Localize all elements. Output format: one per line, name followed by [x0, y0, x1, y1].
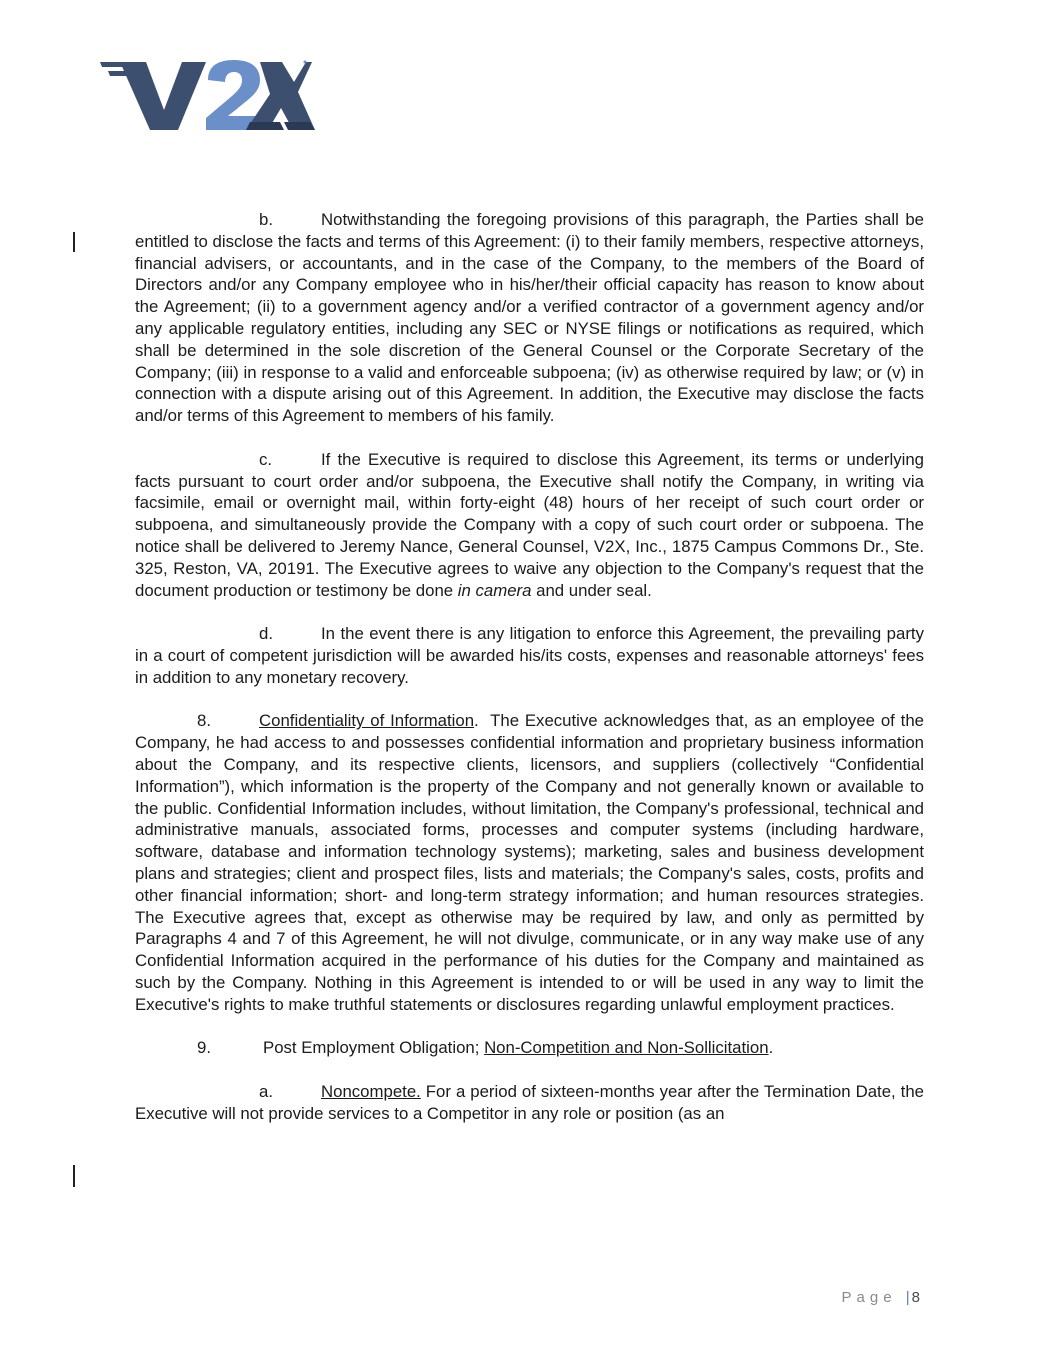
- paragraph-7c: [135, 449, 924, 602]
- italic-term: in camera: [457, 580, 532, 600]
- company-logo: [100, 58, 315, 136]
- paragraph-9a: [135, 1081, 924, 1125]
- v2x-logo-mark: [100, 58, 315, 136]
- page-number: 8: [911, 1289, 920, 1306]
- section-number: 9.: [197, 1038, 211, 1058]
- section-9-heading: [135, 1037, 924, 1059]
- paragraph-label: b.: [259, 210, 273, 229]
- paragraph-title: Noncompete.: [321, 1081, 421, 1101]
- footer-separator: |: [905, 1289, 910, 1306]
- paragraph-label: d.: [259, 624, 273, 644]
- paragraph-text-end: and under seal.: [531, 580, 652, 600]
- section-title-suffix: .: [474, 711, 479, 731]
- paragraph-label: c.: [259, 449, 273, 469]
- paragraph-label: a.: [259, 1081, 273, 1101]
- paragraph-text: For a period of sixteen-months year after the Termination Date, the Executive will not provide services to a Competitor in any role or position (as an: [135, 1081, 924, 1123]
- section-title-suffix: .: [768, 1038, 774, 1058]
- page-word: Page: [841, 1289, 897, 1306]
- section-title-plain: Post Employment Obligation;: [263, 1038, 485, 1058]
- paragraph-text: If the Executive is required to disclose this Agreement, its terms or underlying facts pursuant to court order and/or subpoena, the Executive shall notify the Company, in writing via facsimile, email or overnight mail, within forty-eight (48) hours of her receipt of such court order or subpoena, and simultaneously provide the Company with a copy of such court order or subpoena. The notice shall be delivered to Jeremy Nance, General Counsel, V2X, Inc., 1875 Campus Commons Dr., Ste. 325, Reston, VA, 20191. The Executive agrees to waive any objection to the Company's request that the document production or testimony be done: [135, 449, 924, 600]
- revision-bar: [73, 232, 75, 252]
- paragraph-text: Notwithstanding the foregoing provisions of this paragraph, the Parties shall be entitled to disclose the facts and terms of this Agreement: (i) to their family members, respective attorneys, financial advisers, or accountants, and in the case of the Company, to the members of the Board of Directors and/or any Company employee who in his/her/their official capacity has reason to know about the Agreement; (ii) to a government agency and/or a verified contractor of a government agency and/or any applicable regulatory entities, including any SEC or NYSE filings or notifications as required, which shall be determined in the sole discretion of the General Counsel or the Corporate Secretary of the Company; (iii) in response to a valid and enforceable subpoena; (iv) as otherwise required by law; or (v) in connection with a dispute arising out of this Agreement. In addition, the Executive may disclose the facts and/or terms of this Agreement to members of his family.: [135, 210, 924, 426]
- paragraph-text: In the event there is any litigation to enforce this Agreement, the prevailing party in a court of competent jurisdiction will be awarded his/its costs, expenses and reasonable attorneys' fees in addition to any monetary recovery.: [135, 624, 924, 687]
- revision-bar: [73, 1165, 75, 1187]
- page-footer: [842, 1289, 920, 1306]
- section-title-underlined: Non-Competition and Non-Sollicitation: [484, 1038, 769, 1058]
- document-body: [135, 209, 924, 1124]
- paragraph-7b: [135, 209, 924, 427]
- section-number: 8.: [197, 711, 211, 731]
- section-title: Confidentiality of Information: [259, 711, 475, 731]
- section-text: The Executive acknowledges that, as an employee of the Company, he had access to and possesses confidential information and proprietary business information about the Company, and its respective clients, licensors, and suppliers (collectively “Confidential Information”), which information is the property of the Company and not generally known or available to the public. Confidential Information includes, without limitation, the Company's professional, technical and administrative manuals, associated forms, processes and computer systems (including hardware, software, database and information technology systems); marketing, sales and business development plans and strategies; client and prospect files, lists and materials; the Company's sales, costs, profits and other financial information; short- and long-term strategy information; and human resources strategies. The Executive agrees that, except as otherwise may be required by law, and only as permitted by Paragraphs 4 and 7 of this Agreement, he will not divulge, communicate, or in any way make use of any Confidential Information acquired in the performance of his duties for the Company and maintained as such by the Company. Nothing in this Agreement is intended to or will be used in any way to limit the Executive's rights to make truthful statements or disclosures regarding unlawful employment practices.: [135, 711, 924, 1014]
- section-8: [135, 710, 924, 1015]
- paragraph-7d: [135, 623, 924, 688]
